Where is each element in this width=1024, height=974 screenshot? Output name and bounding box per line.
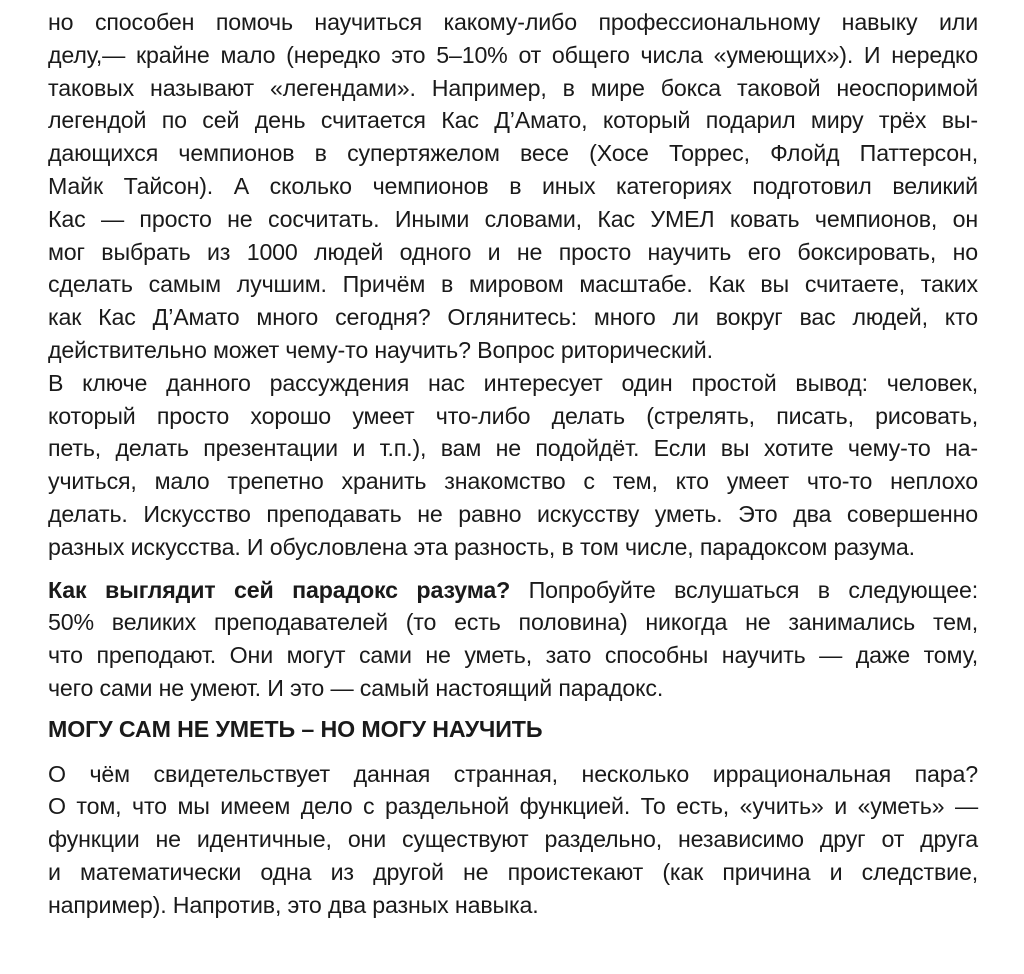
section-heading: МОГУ САМ НЕ УМЕТЬ – НО МОГУ НАУЧИТЬ bbox=[48, 715, 543, 742]
text-line: Кас — просто не сосчитать. Иными словами, Кас УМЕЛ ковать чемпионов, он bbox=[48, 205, 978, 232]
text-line: таковых называют «легендами». Например, в мире бокса таковой неоспоримой bbox=[48, 74, 978, 101]
paragraph-lead: Как выглядит сей парадокс разума? bbox=[48, 576, 511, 603]
text-span: Попробуйте вслушаться в следующее: bbox=[510, 576, 978, 603]
text-line: 50% великих преподавателей (то есть половина) никогда не занимались тем, bbox=[48, 609, 978, 636]
text-line: делу,— крайне мало (нередко это 5–10% от общего числа «умеющих»). И нередко bbox=[48, 41, 978, 68]
paragraph-paradox bbox=[48, 574, 978, 705]
text-line: чего сами не умеют. И это — самый настоящий парадокс. bbox=[48, 674, 664, 701]
text-line: сделать самым лучшим. Причём в мировом масштабе. Как вы считаете, таких bbox=[48, 271, 978, 298]
text-line: функции не идентичные, они существуют раздельно, независимо друг от друга bbox=[48, 826, 978, 853]
document-page bbox=[48, 6, 978, 922]
text-line: петь, делать презентации и т.п.), вам не подойдёт. Если вы хотите чему-то на- bbox=[48, 435, 978, 462]
text-line: который просто хорошо умеет что-либо делать (стрелять, писать, рисовать, bbox=[48, 402, 978, 429]
text-line: например). Напротив, это два разных навыка. bbox=[48, 891, 539, 918]
text-line: разных искусства. И обусловлена эта разность, в том числе, парадоксом разума. bbox=[48, 533, 915, 560]
text-line: как Кас Д’Амато много сегодня? Оглянитесь: много ли вокруг вас людей, кто bbox=[48, 304, 978, 331]
paragraph-conclusion bbox=[48, 367, 978, 564]
text-line: легендой по сей день считается Кас Д’Амато, который подарил миру трёх вы- bbox=[48, 107, 978, 134]
text-line: мог выбрать из 1000 людей одного и не просто научить его боксировать, но bbox=[48, 238, 978, 265]
text-line: делать. Искусство преподавать не равно искусству уметь. Это два совершенно bbox=[48, 500, 978, 527]
text-line: О том, что мы имеем дело с раздельной функцией. То есть, «учить» и «уметь» — bbox=[48, 793, 978, 820]
paragraph-separate-function bbox=[48, 758, 978, 922]
text-line bbox=[48, 574, 978, 607]
text-line: что преподают. Они могут сами не уметь, зато способны научить — даже тому, bbox=[48, 642, 978, 669]
text-line: дающихся чемпионов в супертяжелом весе (Хосе Торрес, Флойд Паттерсон, bbox=[48, 140, 978, 167]
text-line: О чём свидетельствует данная странная, несколько иррациональная пара? bbox=[48, 760, 978, 787]
text-line: учиться, мало трепетно хранить знакомство с тем, кто умеет что-то неплохо bbox=[48, 468, 978, 495]
text-line: В ключе данного рассуждения нас интересует один простой вывод: человек, bbox=[48, 369, 978, 396]
text-line: Майк Тайсон). А сколько чемпионов в иных категориях подготовил великий bbox=[48, 172, 978, 199]
text-line: но способен помочь научиться какому-либо профессиональному навыку или bbox=[48, 9, 978, 35]
paragraph-kas-damato bbox=[48, 6, 978, 367]
text-line: действительно может чему-то научить? Вопрос риторический. bbox=[48, 336, 713, 363]
text-line: и математически одна из другой не проистекают (как причина и следствие, bbox=[48, 858, 978, 885]
